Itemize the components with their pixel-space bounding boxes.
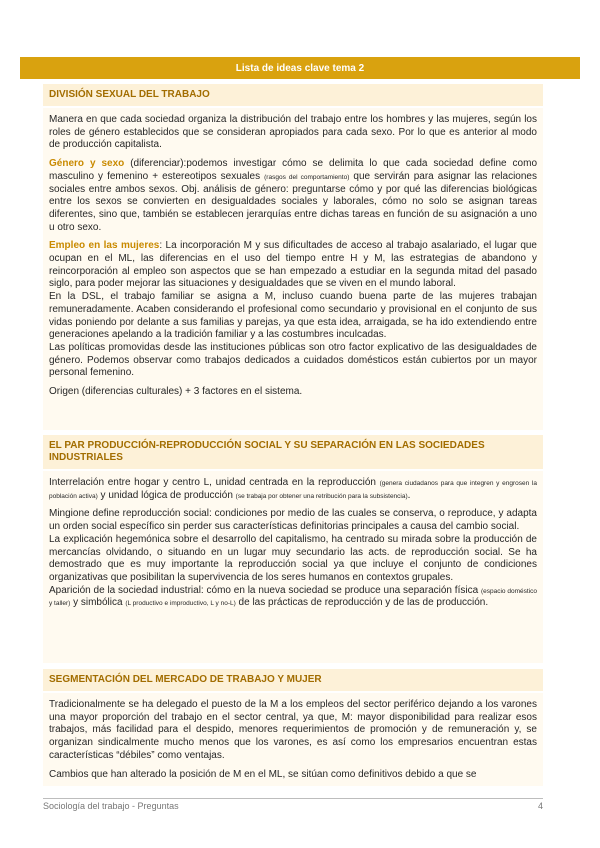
paragraph — [49, 477, 537, 502]
section-body-segmentacion — [43, 693, 543, 786]
small-note: (L productivo e improductivo, L y no-L) — [125, 600, 236, 608]
paragraph: Origen (diferencias culturales) + 3 factores en el sistema. — [49, 386, 303, 398]
paragraph-text: (diferenciar):podemos investigar cómo se delimita lo que cada sociedad define como masculino y femenino + estereotipos sexuales — [49, 158, 538, 182]
paragraph — [49, 585, 537, 610]
paragraph-text: que servirán para asignar las relaciones sociales entre ambos sexos. Obj. análisis de género: preguntarse cómo y por qué las diferencias biológicas entre los sexos se convierten en desigualdades sociales y laborales, cómo no solo se asignan tareas diferentes, sino que, también se establecen jerarquías entre dichas tareas en función de su asignación a uno u otro sexo. — [49, 170, 537, 233]
paragraph: Manera en que cada sociedad organiza la distribución del trabajo entre los hombres y las mujeres, según los roles de género establecidos que se consideran apropiados para cada sexo. Por lo que es anterior al modo de producción capitalista. — [49, 114, 537, 151]
paragraph: En la DSL, el trabajo familiar se asigna a M, incluso cuando buena parte de las mujeres trabajan remuneradamente. Acaben considerando el profesional como secundario y provisional en el conjunto de sus vidas poniendo por delante a sus familias y parejas, ya que esta idea, arraigada, se ha ido extendiendo entre generaciones apelando a la tradición familiar y a las costumbres inculcadas. — [49, 291, 537, 341]
paragraph-text: de las prácticas de reproducción y de las de producción. — [235, 597, 489, 609]
key-term: Empleo en las mujeres — [49, 240, 160, 252]
small-note: (genera ciudadanos para que integren y engrosen la población activa) — [49, 480, 537, 500]
paragraph: Mingione define reproducción social: condiciones por medio de las cuales se conserva, o reproduce, y adapta un orden social específico sin perder sus características definitorias principales a causa del cambio social. — [49, 508, 537, 533]
paragraph-text: y simbólica — [70, 597, 126, 609]
paragraph — [49, 158, 537, 234]
section-heading-text: SEGMENTACIÓN DEL MERCADO DE TRABAJO Y MUJER — [49, 673, 322, 685]
paragraph-text: . — [407, 489, 411, 501]
paragraph: Tradicionalmente se ha delegado el puesto de la M a los empleos del sector periférico dejando a los varones una mayor proporción del trabajo en el sector central, ya que, M: mayor disponibilidad para realizar esos trabajos, más facilidad para el despido, menores requerimientos de promoción y de remuneración y, se organizan sindicalmente mucho menos que los varones, es así como los empresarios encuentran estas características “débiles” como ventajas. — [49, 699, 537, 761]
footer-course-title: Sociología del trabajo - Preguntas — [43, 801, 179, 811]
key-term: Género y sexo — [49, 158, 125, 170]
paragraph-text: : La incorporación M y sus dificultades de acceso al trabajo asalariado, el lugar que ocupan en el ML, las diferencias en el uso del tiempo entre H y M, las estrategias de abandono y reincorporación al empleo son aspectos que se han empezado a estudiar en la segunda mitad del pasado siglo, para poder mejorar las situaciones y desigualdades que se viven en el mundo laboral. — [49, 240, 537, 290]
section-heading-par-produccion — [43, 435, 543, 469]
paragraph-text: y unidad lógica de producción — [97, 489, 236, 501]
paragraph-text: Interrelación entre hogar y centro L, unidad centrada en la reproducción — [49, 477, 380, 488]
section-heading-text: EL PAR PRODUCCIÓN-REPRODUCCIÓN SOCIAL Y SU SEPARACIÓN EN LAS SOCIEDADES INDUSTRIALES — [49, 439, 485, 463]
page-title-text: Lista de ideas clave tema 2 — [235, 62, 365, 74]
paragraph — [49, 240, 537, 291]
section-heading-text: DIVISIÓN SEXUAL DEL TRABAJO — [49, 88, 210, 100]
page-number: 4 — [537, 801, 543, 811]
paragraph-text: Aparición de la sociedad industrial: cómo en la nueva sociedad se produce una separación física — [49, 584, 481, 596]
page-title — [20, 57, 580, 79]
paragraph: Las políticas promovidas desde las instituciones públicas son otro factor explicativo de las desigualdades de género. Podemos observar como trabajos dedicados a cuidados domésticos están cubiertos por un mayor personal femenino. — [49, 341, 537, 379]
footer-divider — [43, 798, 543, 799]
section-body-division-sexual — [43, 108, 543, 430]
section-heading-segmentacion — [43, 669, 543, 691]
paragraph: La explicación hegemónica sobre el desarrollo del capitalismo, ha centrado su mirada sobre la producción de mercancías olvidando, o situando en un lugar muy secundario las acts. de reproducción social. Se ha demostrado que es muy importante la reproducción social ya que incluye el conjunto de condiciones organizativas que posibilitan la supervivencia de los seres humanos en contextos grupales. — [49, 533, 537, 583]
small-note: (espacio doméstico y taller) — [49, 587, 537, 608]
paragraph: Cambios que han alterado la posición de M en el ML, se sitúan como definitivos debido a que se — [49, 768, 477, 780]
section-heading-division-sexual — [43, 84, 543, 106]
small-note: (rasgos del comportamiento) — [264, 173, 350, 181]
small-note: (se trabaja por obtener una retribución para la subsistencia) — [235, 492, 408, 500]
section-body-par-produccion — [43, 471, 543, 663]
